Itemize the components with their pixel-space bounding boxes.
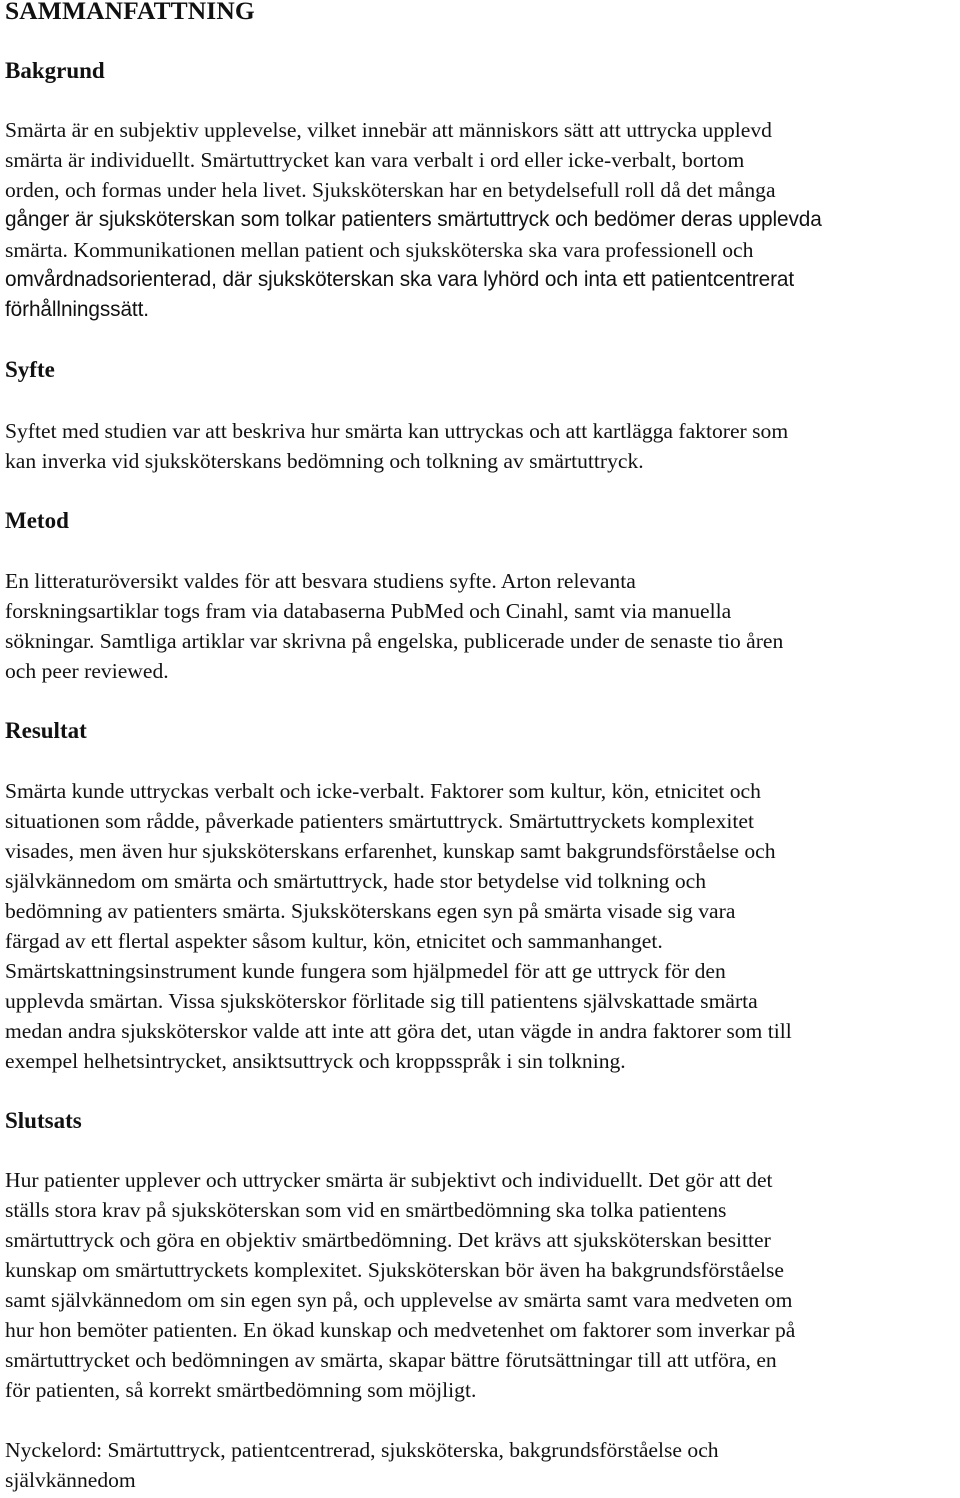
body-line: exempel helhetsintrycket, ansiktsuttryck och kroppsspråk i sin tolkning. [5, 1049, 626, 1073]
body-line: upplevda smärtan. Vissa sjuksköterskor förlitade sig till patientens självskattade smärta [5, 989, 758, 1013]
keywords-line [5, 1435, 960, 1465]
section-body-metod [5, 566, 960, 686]
body-line: Smärtskattningsinstrument kunde fungera som hjälpmedel för att ge uttryck för den [5, 959, 726, 983]
body-line-text: orden, och formas under hela livet. Sjuksköterskan har en betydelsefull roll då det många [5, 178, 776, 202]
section-body-slutsats [5, 1165, 960, 1405]
section-heading-metod: Metod [5, 508, 69, 533]
body-line: kunskap om smärtuttryckets komplexitet. Sjuksköterskan bör även ha bakgrundsförståelse [5, 1258, 785, 1282]
body-line: samt självkännedom om sin egen syn på, och upplevelse av smärta samt vara medveten om [5, 1288, 793, 1312]
body-line: smärta. Kommunikationen mellan patient och sjuksköterska ska vara professionell och [5, 238, 754, 262]
body-line: hur hon bemöter patienten. En ökad kunskap och medvetenhet om faktorer som inverkar på [5, 1318, 796, 1342]
body-line: Smärta är en subjektiv upplevelse, vilket innebär att människors sätt att uttrycka upplevd [5, 118, 772, 142]
body-line: gånger är sjuksköterskan som tolkar patienters smärtuttryck och bedömer deras upplevda [5, 208, 822, 231]
section-body-resultat [5, 776, 960, 1076]
section-heading-bakgrund: Bakgrund [5, 58, 105, 83]
section-body-bakgrund [5, 115, 960, 325]
keywords-label: Nyckelord: [5, 1438, 103, 1462]
section-heading-resultat: Resultat [5, 718, 87, 743]
body-line: smärtuttrycket och bedömningen av smärta, skapar bättre förutsättningar till att utföra, en [5, 1348, 777, 1372]
body-line: smärta är individuellt. Smärtuttrycket kan vara verbalt i ord eller icke-verbalt, bortom [5, 148, 745, 172]
body-line [5, 175, 960, 205]
keywords-block [5, 1435, 960, 1495]
body-line: Syftet med studien var att beskriva hur smärta kan uttryckas och att kartlägga faktorer som [5, 419, 789, 443]
body-line: och peer reviewed. [5, 659, 169, 683]
body-line: En litteraturöversikt valdes för att besvara studiens syfte. Arton relevanta [5, 569, 636, 593]
body-line: bedömning av patienters smärta. Sjuksköterskans egen syn på smärta visade sig vara [5, 899, 736, 923]
body-line: visades, men även hur sjuksköterskans erfarenhet, kunskap samt bakgrundsförståelse och [5, 839, 776, 863]
body-line: situationen som rådde, påverkade patienters smärtuttryck. Smärtuttryckets komplexitet [5, 809, 754, 833]
body-line: forskningsartiklar togs fram via databaserna PubMed och Cinahl, samt via manuella [5, 599, 732, 623]
body-line: förhållningssätt. [5, 298, 149, 321]
body-line: sökningar. Samtliga artiklar var skrivna på engelska, publicerade under de senaste tio åren [5, 629, 784, 653]
section-heading-slutsats: Slutsats [5, 1108, 82, 1133]
body-line: omvårdnadsorienterad, där sjuksköterskan ska vara lyhörd och inta ett patientcentrerat [5, 268, 795, 291]
body-line: Smärta kunde uttryckas verbalt och icke-verbalt. Faktorer som kultur, kön, etnicitet och [5, 779, 761, 803]
body-line: självkännedom om smärta och smärtuttryck, hade stor betydelse vid tolkning och [5, 869, 707, 893]
body-line: färgad av ett flertal aspekter såsom kultur, kön, etnicitet och sammanhanget. [5, 929, 663, 953]
body-line: medan andra sjuksköterskor valde att inte att göra det, utan vägde in andra faktorer som till [5, 1019, 792, 1043]
body-line: för patienten, så korrekt smärtbedömning som möjligt. [5, 1378, 477, 1402]
body-line: Hur patienter upplever och uttrycker smärta är subjektivt och individuellt. Det gör att det [5, 1168, 773, 1192]
body-line: ställs stora krav på sjuksköterskan som vid en smärtbedömning ska tolka patientens [5, 1198, 727, 1222]
document-title: SAMMANFATTNING [5, 0, 255, 25]
section-body-syfte [5, 416, 960, 476]
keywords-line: självkännedom [5, 1468, 136, 1492]
section-heading-syfte: Syfte [5, 357, 55, 382]
body-line: kan inverka vid sjuksköterskans bedömning och tolkning av smärtuttryck. [5, 449, 644, 473]
keywords-values: Smärtuttryck, patientcentrerad, sjuksköterska, bakgrundsförståelse och [107, 1438, 719, 1462]
body-line: smärtuttryck och göra en objektiv smärtbedömning. Det krävs att sjuksköterskan besitter [5, 1228, 771, 1252]
